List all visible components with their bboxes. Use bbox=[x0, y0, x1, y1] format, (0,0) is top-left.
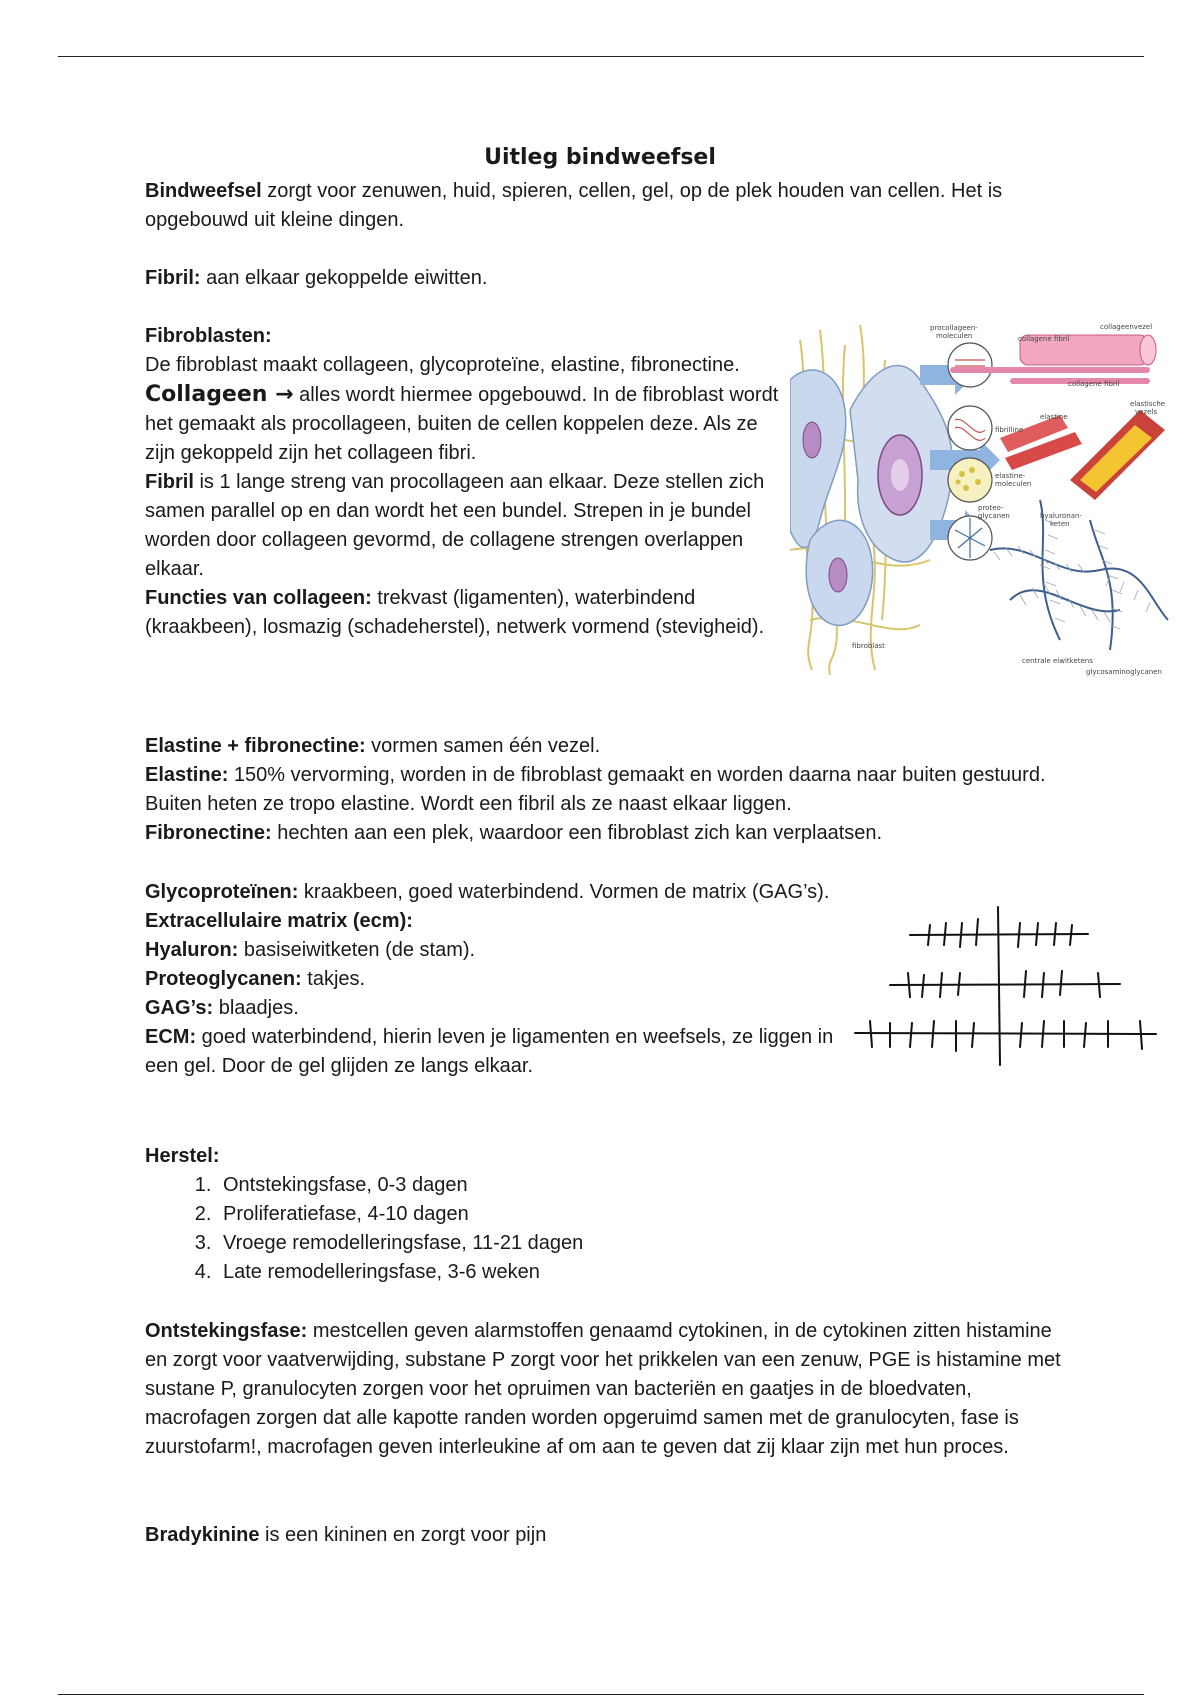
branch-line-3 bbox=[855, 1033, 1156, 1034]
hyaluron-stem-line bbox=[998, 907, 1000, 1065]
svg-text:fibroblast: fibroblast bbox=[852, 642, 885, 650]
functies-term: Functies van collageen: bbox=[145, 587, 372, 609]
gag-term: GAG’s: bbox=[145, 997, 214, 1019]
fibronectine-text: hechten aan een plek, waardoor een fibroblast zich kan verplaatsen. bbox=[271, 822, 883, 844]
svg-text:centrale eiwitketens: centrale eiwitketens bbox=[1022, 657, 1093, 665]
intro-term: Bindweefsel bbox=[145, 180, 262, 202]
functies-text: trekvast (ligamenten), waterbindend (kraakbeen), losmazig (schadeherstel), netwerk vormend (stevigheid). bbox=[145, 587, 765, 638]
footer-rule bbox=[58, 1694, 1144, 1695]
herstel-heading-wrap bbox=[145, 1142, 1065, 1171]
svg-text:vezels: vezels bbox=[1135, 408, 1158, 416]
svg-text:collagene fibril: collagene fibril bbox=[1068, 380, 1120, 388]
ecm-heading: Extracellulaire matrix (ecm): bbox=[145, 910, 413, 932]
svg-text:collageenvezel: collageenvezel bbox=[1100, 323, 1153, 331]
intro-paragraph bbox=[145, 177, 1065, 235]
svg-text:procollageen-: procollageen- bbox=[930, 324, 978, 332]
glyco-section bbox=[145, 878, 845, 1081]
elastine-fibronectine-term: Elastine + fibronectine: bbox=[145, 735, 366, 757]
glyco-term: Glycoproteïnen: bbox=[145, 881, 299, 903]
fibroblasten-section bbox=[145, 322, 785, 642]
svg-text:elastische: elastische bbox=[1130, 400, 1166, 408]
elastine-term: Elastine: bbox=[145, 764, 229, 786]
svg-text:glycanen: glycanen bbox=[978, 512, 1010, 520]
collageen-term: Collageen → bbox=[145, 382, 294, 407]
fibril-text: aan elkaar gekoppelde eiwitten. bbox=[200, 267, 488, 289]
elastine-fibronectine-text: vormen samen één vezel. bbox=[365, 735, 601, 757]
fibroblasten-heading: Fibroblasten: bbox=[145, 325, 272, 347]
matrix-sketch bbox=[850, 905, 1170, 1070]
herstel-step: 4. Late remodelleringsfase, 3-6 weken bbox=[217, 1258, 583, 1287]
herstel-heading: Herstel: bbox=[145, 1145, 220, 1167]
elastine-text: 150% vervorming, worden in de fibroblast gemaakt en worden daarna naar buiten gestuurd. Buiten heten ze tropo elastine. Wordt een fibril als ze naast elkaar liggen. bbox=[145, 764, 1046, 815]
herstel-step: 2. Proliferatiefase, 4-10 dagen bbox=[217, 1200, 583, 1229]
ecm-term: ECM: bbox=[145, 1026, 197, 1048]
svg-text:moleculen: moleculen bbox=[995, 480, 1032, 488]
bradykinine-paragraph bbox=[145, 1521, 1065, 1550]
fibril-bundle-term: Fibril bbox=[145, 471, 194, 493]
fibronectine-term: Fibronectine: bbox=[145, 822, 272, 844]
ontstekingsfase-text: mestcellen geven alarmstoffen genaamd cytokinen, in de cytokinen zitten histamine en zorgt voor vaatverwijding, substane P zorgt voor het prikkelen van een zenuw, PGE is histamine met sustane P, granulocyten zorgen voor het opruimen van bacteriën en gaatjes in de bloedvaten, macrofagen zorgen dat alle kapotte randen worden opgeruimd samen met de granulocyten, fase is zuurstofarm!, macrofagen geven interleukine af om aan te geven dat zij klaar zijn met hun proces. bbox=[145, 1320, 1061, 1458]
svg-text:collagene fibril: collagene fibril bbox=[1018, 335, 1070, 343]
document-title: Uitleg bindweefsel bbox=[484, 145, 716, 170]
ontstekingsfase-term: Ontstekingsfase: bbox=[145, 1320, 308, 1342]
fibroblasten-text: De fibroblast maakt collageen, glycoproteïne, elastine, fibronectine. bbox=[145, 354, 740, 376]
fibroblast-illustration bbox=[790, 320, 1170, 680]
herstel-step: 1. Ontstekingsfase, 0-3 dagen bbox=[217, 1171, 583, 1200]
ecm-text: goed waterbindend, hierin leven je ligamenten en weefsels, ze liggen in een gel. Door de gel glijden ze langs elkaar. bbox=[145, 1026, 834, 1077]
herstel-steps bbox=[145, 1171, 583, 1287]
ontstekingsfase-paragraph bbox=[145, 1317, 1065, 1462]
svg-text:hyaluronan-: hyaluronan- bbox=[1040, 512, 1082, 520]
glyco-text: kraakbeen, goed waterbindend. Vormen de matrix (GAG’s). bbox=[298, 881, 830, 903]
header-rule bbox=[58, 56, 1144, 57]
branch-line-1 bbox=[910, 934, 1088, 935]
svg-text:proteo-: proteo- bbox=[978, 504, 1004, 512]
hyaluron-text: basiseiwitketen (de stam). bbox=[238, 939, 476, 961]
fibril-definition bbox=[145, 264, 1065, 293]
bradykinine-term: Bradykinine bbox=[145, 1524, 260, 1546]
proteo-term: Proteoglycanen: bbox=[145, 968, 302, 990]
branch-line-2 bbox=[890, 984, 1120, 985]
svg-text:keten: keten bbox=[1050, 520, 1070, 528]
hyaluron-term: Hyaluron: bbox=[145, 939, 239, 961]
svg-text:elastine: elastine bbox=[1040, 413, 1068, 421]
fibril-bundle-text: is 1 lange streng van procollageen aan elkaar. Deze stellen zich samen parallel op en dan wordt het een bundel. Strepen in je bundel worden door collageen gevormd, de collagene strengen overlappen elkaar. bbox=[145, 471, 765, 580]
svg-text:fibrilline: fibrilline bbox=[995, 426, 1024, 434]
svg-text:moleculen: moleculen bbox=[936, 332, 973, 340]
gag-text: blaadjes. bbox=[213, 997, 299, 1019]
bradykinine-text: is een kininen en zorgt voor pijn bbox=[259, 1524, 547, 1546]
elastine-section bbox=[145, 732, 1065, 848]
proteo-text: takjes. bbox=[301, 968, 366, 990]
collageen-text: alles wordt hiermee opgebouwd. In de fibroblast wordt het gemaakt als procollageen, buiten de cellen koppelen deze. Als ze zijn gekoppeld zijn het collageen fibri. bbox=[145, 384, 779, 464]
svg-text:glycosaminoglycanen: glycosaminoglycanen bbox=[1086, 668, 1162, 676]
fibril-term: Fibril: bbox=[145, 267, 201, 289]
herstel-step: 3. Vroege remodelleringsfase, 11-21 dagen bbox=[217, 1229, 583, 1258]
svg-text:elastine-: elastine- bbox=[995, 472, 1026, 480]
intro-text: zorgt voor zenuwen, huid, spieren, cellen, gel, op de plek houden van cellen. Het is opgebouwd uit kleine dingen. bbox=[145, 180, 1003, 231]
